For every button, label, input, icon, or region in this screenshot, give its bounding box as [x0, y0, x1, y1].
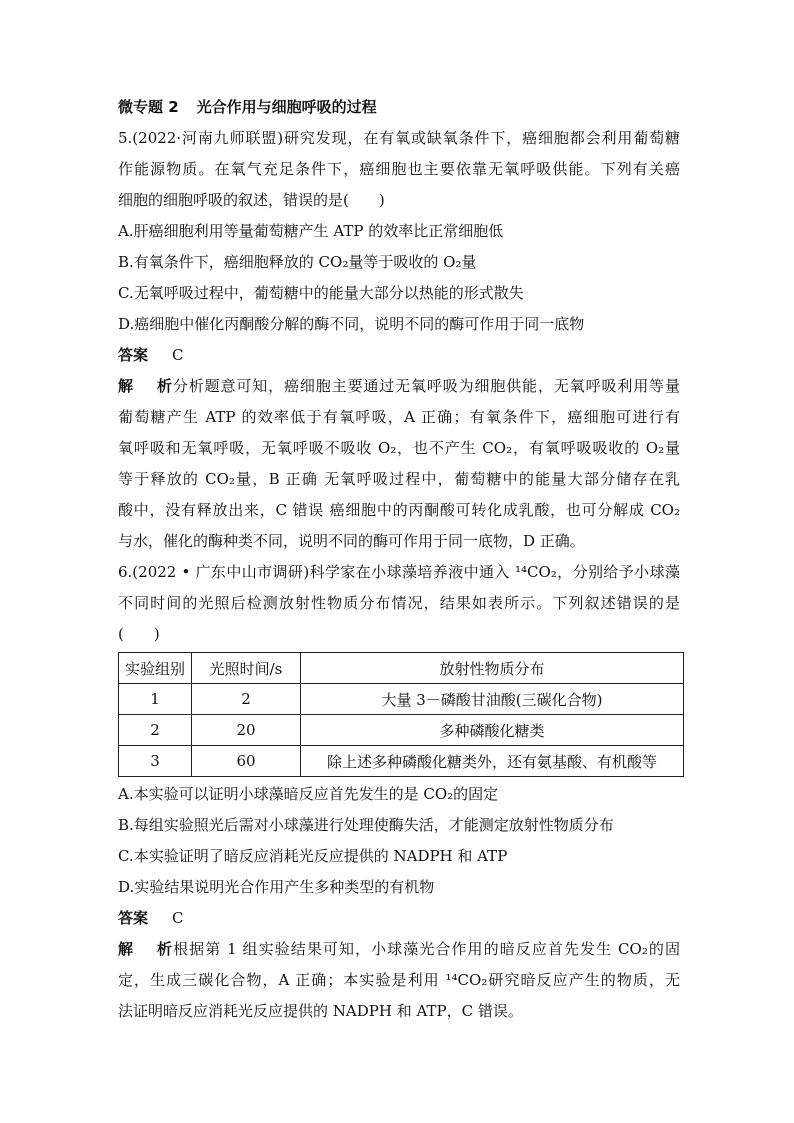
section-title-text: 光合作用与细胞呼吸的过程: [196, 98, 377, 116]
question-5-stem-line: 细胞的细胞呼吸的叙述，错误的是( ): [118, 191, 385, 209]
table-cell: 60: [192, 746, 301, 777]
question-5-option-d: D.癌细胞中催化丙酮酸分解的酶不同，说明不同的酶可作用于同一底物: [118, 315, 585, 333]
table-header-cell: 放射性物质分布: [301, 653, 684, 684]
table-row: [119, 715, 684, 746]
question-5-stem-line: 作能源物质。在氧气充足条件下，癌细胞也主要依靠无氧呼吸供能。下列有关癌: [118, 160, 680, 178]
table-cell: 除上述多种磷酸化糖类外，还有氨基酸、有机酸等: [301, 746, 684, 777]
question-5-answer: [118, 340, 680, 371]
results-table: [118, 652, 684, 777]
question-6-option-d: D.实验结果说明光合作用产生多种类型的有机物: [118, 878, 435, 896]
question-5-analysis-line: 葡萄糖产生 ATP 的效率低于有氧呼吸，A 正确；有氧条件下，癌细胞可进行有: [118, 408, 680, 426]
analysis-label: 解析: [118, 940, 172, 958]
question-6-option-b: B.每组实验照光后需对小球藻进行处理使酶失活，才能测定放射性物质分布: [118, 816, 614, 834]
table-cell: 大量 3－磷酸甘油酸(三碳化合物): [301, 684, 684, 715]
analysis-label: 解析: [118, 377, 172, 395]
question-6-analysis-line: [118, 934, 680, 965]
table-cell: 2: [192, 684, 301, 715]
table-header-cell: 光照时间/s: [192, 653, 301, 684]
question-6-stem-line: ( ): [118, 625, 160, 643]
table-cell: 3: [119, 746, 192, 777]
analysis-text: 根据第 1 组实验结果可知，小球藻光合作用的暗反应首先发生 CO₂的固: [172, 940, 680, 958]
question-5-analysis-line: 酸中，没有释放出来，C 错误 癌细胞中的丙酮酸可转化成乳酸，也可分解成 CO₂: [118, 501, 680, 519]
question-5-analysis-line: 与水，催化的酶种类不同，说明不同的酶可作用于同一底物，D 正确。: [118, 532, 585, 550]
table-header-cell: 实验组别: [119, 653, 192, 684]
question-6-option-a: A.本实验可以证明小球藻暗反应首先发生的是 CO₂的固定: [118, 785, 499, 803]
section-title: [118, 92, 680, 123]
question-6-stem-line: 6.(2022 • 广东中山市调研)科学家在小球藻培养液中通入 ¹⁴CO₂，分别给予小球藻: [118, 563, 680, 581]
question-5-analysis-line: 等于释放的 CO₂量，B 正确 无氧呼吸过程中，葡萄糖中的能量大部分储存在乳: [118, 470, 680, 488]
question-5-option-a: A.肝癌细胞利用等量葡萄糖产生 ATP 的效率比正常细胞低: [118, 222, 504, 240]
question-6-analysis-line: 定，生成三碳化合物，A 正确；本实验是利用 ¹⁴CO₂研究暗反应产生的物质，无: [118, 971, 680, 989]
question-6-option-c: C.本实验证明了暗反应消耗光反应提供的 NADPH 和 ATP: [118, 847, 508, 865]
question-6-stem-line: 不同时间的光照后检测放射性物质分布情况，结果如表所示。下列叙述错误的是: [118, 594, 680, 612]
answer-value: C: [172, 346, 184, 364]
question-5: [118, 123, 680, 557]
section-title-label: 微专题 2: [118, 98, 179, 116]
question-5-analysis-line: [118, 371, 680, 402]
question-5-stem-line: 5.(2022·河南九师联盟)研究发现，在有氧或缺氧条件下，癌细胞都会利用葡萄糖: [118, 129, 680, 147]
question-5-option-c: C.无氧呼吸过程中，葡萄糖中的能量大部分以热能的形式散失: [118, 284, 524, 302]
table-cell: 20: [192, 715, 301, 746]
question-5-option-b: B.有氧条件下，癌细胞释放的 CO₂量等于吸收的 O₂量: [118, 253, 477, 271]
question-5-analysis-line: 氧呼吸和无氧呼吸，无氧呼吸不吸收 O₂，也不产生 CO₂，有氧呼吸吸收的 O₂量: [118, 439, 680, 457]
question-6-analysis-line: 法证明暗反应消耗光反应提供的 NADPH 和 ATP，C 错误。: [118, 1002, 523, 1020]
table-cell: 1: [119, 684, 192, 715]
answer-value: C: [172, 909, 184, 927]
answer-label: 答案: [118, 346, 149, 364]
question-6: [118, 557, 680, 1027]
table-cell: 2: [119, 715, 192, 746]
table-row: [119, 684, 684, 715]
table-row: [119, 746, 684, 777]
question-6-answer: [118, 903, 680, 934]
analysis-text: 分析题意可知，癌细胞主要通过无氧呼吸为细胞供能，无氧呼吸利用等量: [172, 377, 680, 395]
document-page: [118, 92, 680, 1027]
table-header-row: [119, 653, 684, 684]
table-cell: 多种磷酸化糖类: [301, 715, 684, 746]
answer-label: 答案: [118, 909, 149, 927]
